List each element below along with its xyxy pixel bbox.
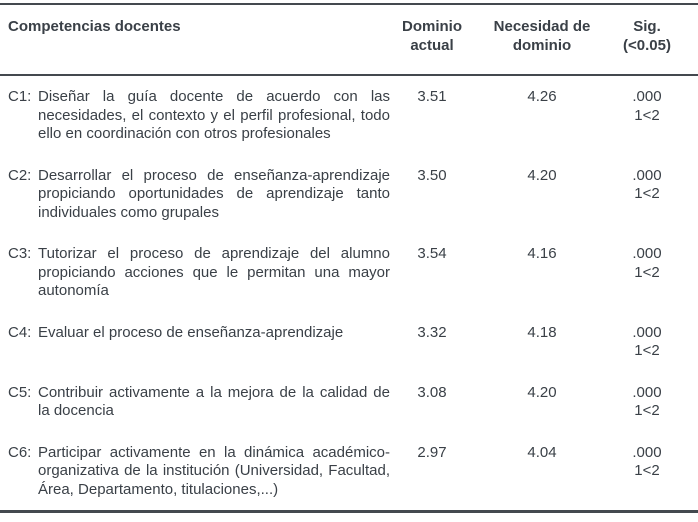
- sig-p-value: .000: [632, 443, 662, 461]
- header-sig: Sig. (<0.05): [623, 18, 671, 54]
- competency-cell: [0, 324, 392, 343]
- dominio-actual-value: 3.50: [417, 166, 447, 184]
- competencies-table: [0, 3, 698, 513]
- dominio-actual-value: 3.08: [417, 383, 447, 401]
- sig-comparison: 1<2: [634, 402, 660, 419]
- necesidad-dominio-value: 4.04: [527, 443, 557, 461]
- sig-comparison: 1<2: [634, 263, 660, 281]
- necesidad-dominio-value: 4.26: [527, 88, 557, 105]
- competency-description: Tutorizar el proceso de aprendizaje del alumno propiciando acciones que le permitan una mayor autonomía: [38, 245, 390, 299]
- competency-code: C4:: [8, 323, 32, 341]
- necesidad-dominio-value: 4.16: [527, 245, 557, 262]
- sig-p-value: .000: [632, 88, 662, 105]
- table-body: [0, 76, 698, 510]
- sig-cell: [612, 444, 682, 481]
- sig-p-value: .000: [632, 383, 662, 401]
- sig-comparison: 1<2: [634, 185, 660, 202]
- sig-cell: [612, 245, 682, 282]
- table-header-row: [0, 5, 698, 76]
- sig-p-value: .000: [632, 323, 662, 341]
- competency-code: C1:: [8, 88, 32, 105]
- sig-comparison: 1<2: [634, 342, 660, 359]
- sig-cell: [612, 88, 682, 125]
- necesidad-dominio-value: 4.20: [527, 383, 557, 401]
- sig-cell: [612, 167, 682, 204]
- competency-description: Diseñar la guía docente de acuerdo con las necesidades, el contexto y el perfil profesional, todo ello en coordinación con otros profesionales: [38, 88, 390, 142]
- sig-p-value: .000: [632, 245, 662, 262]
- table-row-c5: [0, 372, 698, 432]
- competency-code: C6:: [8, 443, 32, 461]
- competency-code: C2:: [8, 166, 32, 184]
- table-row-c1: [0, 76, 698, 155]
- dominio-actual-value: 3.51: [417, 88, 447, 105]
- competency-description: Evaluar el proceso de enseñanza-aprendizaje: [38, 323, 344, 341]
- necesidad-dominio-value: 4.20: [527, 166, 557, 184]
- competency-cell: [0, 167, 392, 223]
- header-competencias: Competencias docentes: [8, 18, 181, 35]
- header-necesidad-dominio: Necesidad de dominio: [493, 18, 591, 54]
- necesidad-dominio-value: 4.18: [527, 323, 557, 341]
- competency-description: Desarrollar el proceso de enseñanza-aprendizaje propiciando oportunidades de aprendizaje tanto individuales como grupales: [38, 166, 390, 221]
- competency-cell: [0, 384, 392, 421]
- sig-cell: [612, 324, 682, 361]
- competency-cell: [0, 88, 392, 144]
- sig-comparison: 1<2: [634, 462, 660, 479]
- competency-code: C3:: [8, 245, 32, 262]
- dominio-actual-value: 3.32: [417, 323, 447, 341]
- sig-comparison: 1<2: [634, 106, 660, 124]
- competency-description: Contribuir activamente a la mejora de la calidad de la docencia: [38, 383, 390, 419]
- dominio-actual-value: 2.97: [417, 443, 447, 461]
- dominio-actual-value: 3.54: [417, 245, 447, 262]
- table-row-c2: [0, 155, 698, 234]
- competency-cell: [0, 245, 392, 301]
- table-row-c4: [0, 312, 698, 372]
- competency-cell: [0, 444, 392, 500]
- header-dominio-actual: Dominio actual: [402, 18, 462, 54]
- competency-code: C5:: [8, 383, 32, 401]
- table-row-c6: [0, 432, 698, 511]
- competency-description: Participar activamente en la dinámica académico-organizativa de la institución (Universidad, Facultad, Área, Departamento, titulaciones,...): [38, 443, 390, 498]
- sig-p-value: .000: [632, 166, 662, 184]
- sig-cell: [612, 384, 682, 421]
- table-row-c3: [0, 233, 698, 312]
